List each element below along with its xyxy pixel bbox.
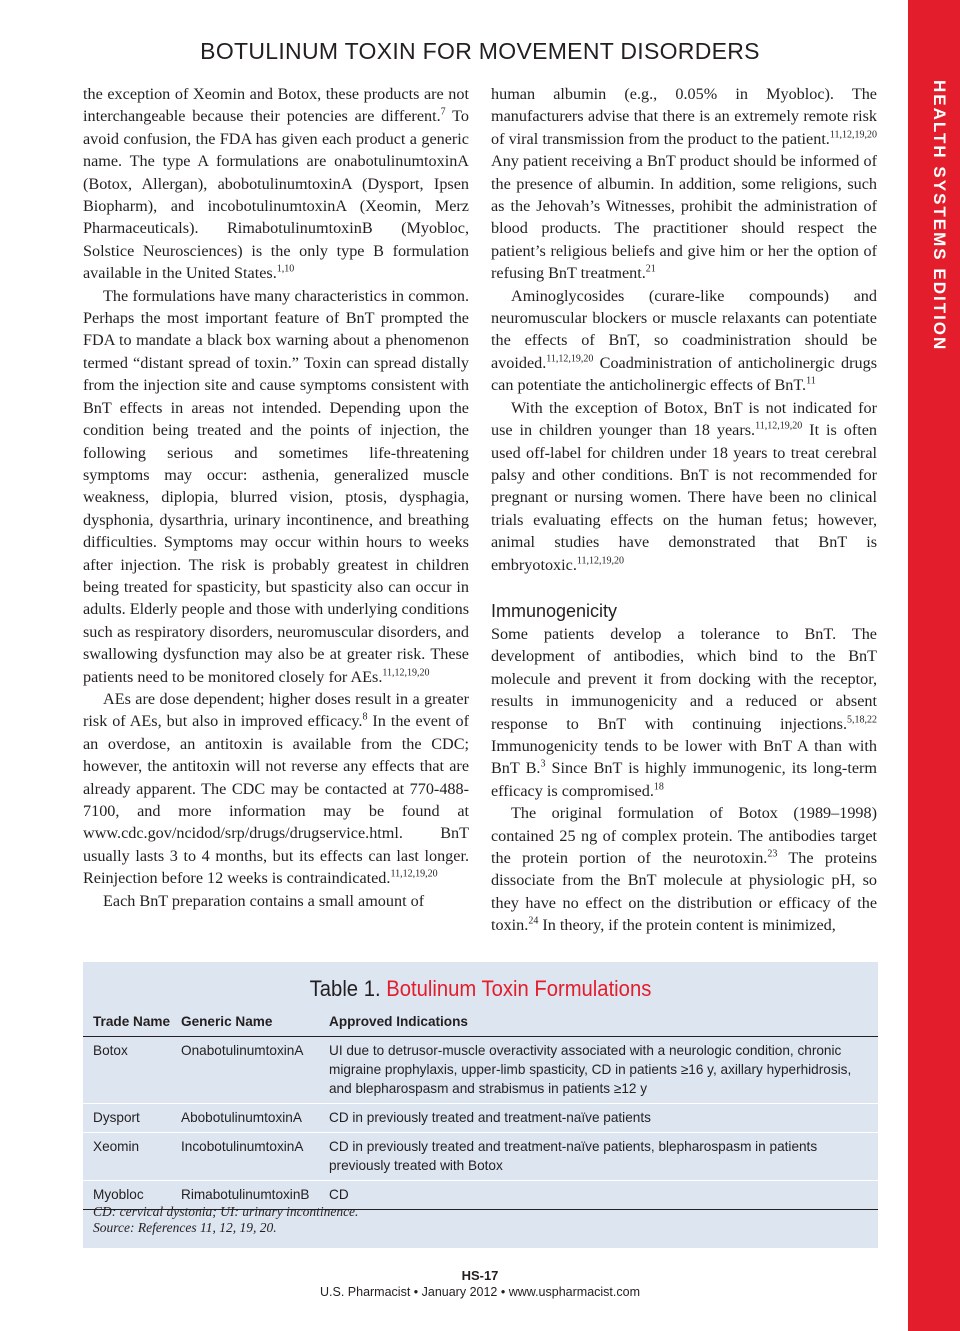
source-note: Source: References 11, 12, 19, 20. (93, 1220, 277, 1235)
page-number: HS-17 (461, 1268, 499, 1283)
abbreviations-note: CD: cervical dystonia; UI: urinary incontinence. (93, 1204, 359, 1219)
right-column (491, 83, 877, 937)
indications-cell: CD in previously treated and treatment-naïve patients, blepharospasm in patients previously treated with Botox (329, 1139, 818, 1173)
indications-cell: UI due to detrusor-muscle overactivity associated with a neurologic condition, chronic migraine prophylaxis, upper-limb spasticity, CD in patients ≥16 y, axillary hyperhidrosis, and blepharospasm and strabismus in patients ≥12 y (329, 1043, 852, 1096)
formulations-table (83, 962, 878, 1248)
column-header: Approved Indications (329, 1014, 468, 1029)
generic-name-cell: AbobotulinumtoxinA (181, 1110, 302, 1125)
page-footer (0, 1268, 960, 1300)
indications-cell: CD in previously treated and treatment-naïve patients (329, 1110, 651, 1125)
paragraph: Some patients develop a tolerance to BnT. The development of antibodies, which bind to the BnT molecule and prevent it from docking with the receptor, results in immunogenicity and a reduced or absent response to BnT with continuing injections.$^{5,18,22}$ Immunogenicity tends to be lower with BnT A than with BnT B.$^3$ Since BnT is highly immunogenic, its long-term efficacy is compromised.$^{18}$ (491, 624, 877, 800)
generic-name-cell: RimabotulinumtoxinB (181, 1187, 310, 1202)
section-heading: Immunogenicity (491, 600, 618, 621)
edition-label: HEALTH SYSTEMS EDITION (930, 80, 949, 352)
paragraph: the exception of Xeomin and Botox, these products are not interchangeable because their potencies are different.$^7$ To avoid confusion, the FDA has given each product a generic name. The type A formulations are onabotulinumtoxinA (Botox, Allergan), abobotulinumtoxinA (Dysport, Ipsen Biopharm), and incobotulinumtoxinA (Xeomin, Merz Pharmaceuticals). RimabotulinumtoxinB (Myobloc, Solstice Neurosciences) is the only type B formulation available in the United States.$^{1,10}$ (83, 85, 470, 283)
paragraph: The formulations have many characteristics in common. Perhaps the most important feature of BnT prompted the FDA to mandate a black box warning about a phenomenon termed “distant spread of toxin.” Toxin can spread distally from the injection site and cause symptoms consistent with BnT effects in areas not intended. Depending upon the condition being treated and the points of injection, the following serious and sometimes life-threatening symptoms may occur: asthenia, generalized muscle weakness, diplopia, blurred vision, ptosis, dysphagia, dysphonia, dysarthria, urinary incontinence, and breathing difficulties. Symptoms may occur within hours to weeks after injection. The risk is probably greatest in children being treated for spasticity, but spasticity also can occur in adults. Elderly people and those with underlying conditions such as respiratory disorders, neuromuscular disorders, and swallowing dysfunction may also be at greater risk. These patients need to be monitored closely for AEs.$^{11,12,19,20}$ (83, 286, 469, 686)
column-header: Generic Name (181, 1014, 273, 1029)
table-header-row (83, 1008, 878, 1037)
paragraph: human albumin (e.g., 0.05% in Myobloc). The manufacturers advise that there is an extremely remote risk of viral transmission from the product to the patient.$^{11,12,19,20}$ Any patient receiving a BnT product should be informed of the presence of albumin. In addition, some religions, such as the Jehovah’s Witnesses, prohibit the administration of blood products. The practitioner should respect the patient’s religious beliefs and give him or her the option of refusing BnT treatment.$^{21}$ (491, 85, 877, 283)
paragraph: AEs are dose dependent; higher doses result in a greater risk of AEs, but also in improved efficacy.$^8$ In the event of an overdose, an antitoxin is available from the CDC; however, the antitoxin will not reverse any effects that are already apparent. The CDC may be contacted at 770-488-7100, and more information may be found at www.cdc.gov/ncidod/srp/drugs/drugservice.html. BnT usually lasts 3 to 4 months, but its effects can last longer. Reinjection before 12 weeks is contraindicated.$^{11,12,19,20}$ (83, 689, 469, 888)
paragraph: With the exception of Botox, BnT is not indicated for use in children younger than 18 years.$^{11,12,19,20}$ It is often used off-label for children under 18 years to treat cerebral palsy and other conditions. BnT is not recommended for pregnant or nursing women. There have been no clinical trials evaluating effects on the human fetus; however, animal studies have demonstrated that BnT is embryotoxic.$^{11,12,19,20}$ (491, 398, 877, 574)
paragraph: The original formulation of Botox (1989–1998) contained 25 ng of complex protein. The antibodies target the protein portion of the neurotoxin.$^{23}$ The proteins dissociate from the BnT molecule at physiologic pH, so they have no effect on the distribution or efficacy of the toxin.$^{24}$ In theory, if the protein content is minimized, (491, 804, 877, 935)
publication-line: U.S. Pharmacist • January 2012 • www.uspharmacist.com (320, 1285, 640, 1299)
table-row (83, 1037, 878, 1104)
table-title: Table 1. Botulinum Toxin Formulations (309, 976, 652, 1001)
generic-name-cell: OnabotulinumtoxinA (181, 1043, 304, 1058)
table-grid (83, 1008, 878, 1210)
table-row (83, 1104, 878, 1133)
table-notes (93, 1204, 358, 1236)
generic-name-cell: IncobotulinumtoxinA (181, 1139, 304, 1154)
indications-cell: CD (329, 1187, 349, 1202)
trade-name-cell: Dysport (93, 1110, 140, 1125)
column-header: Trade Name (93, 1014, 171, 1029)
running-header: BOTULINUM TOXIN FOR MOVEMENT DISORDERS (200, 38, 760, 64)
trade-name-cell: Botox (93, 1043, 128, 1058)
paragraph: Each BnT preparation contains a small amount of (103, 891, 425, 910)
trade-name-cell: Xeomin (93, 1139, 140, 1154)
paragraph: Aminoglycosides (curare-like compounds) and neuromuscular blockers or muscle relaxants can potentiate the effects of BnT, so coadministration should be avoided.$^{11,12,19,20}$ Coadministration of anticholinergic drugs can potentiate the anticholinergic effects of BnT.$^{11}$ (491, 286, 877, 395)
table-row (83, 1133, 878, 1181)
left-column (83, 83, 469, 912)
trade-name-cell: Myobloc (93, 1187, 144, 1202)
